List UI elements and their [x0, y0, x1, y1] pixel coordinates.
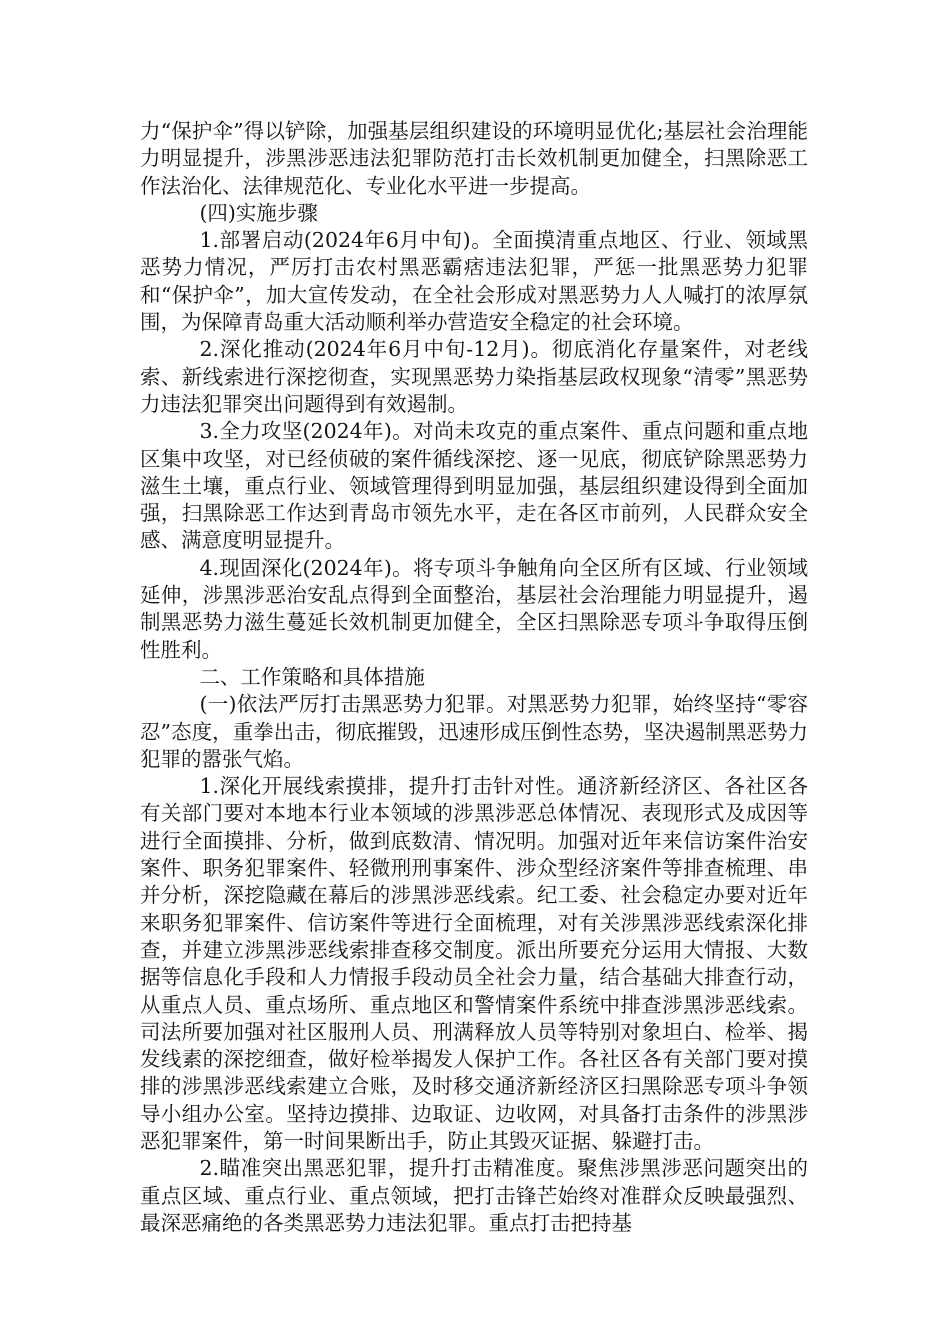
paragraph-step-1: 1.部署启动(2024年6月中旬)。全面摸清重点地区、行业、领域黑恶势力情况，严厉打击农村黑恶霸痞违法犯罪，严惩一批黑恶势力犯罪和“保护伞”，加大宣传发动，在全社会形成对黑恶势力人人喊打的浓厚氛围，为保障青岛重大活动顺利举办营造安全稳定的社会环境。	[140, 228, 808, 335]
paragraph-step-4: 4.现固深化(2024年)。将专项斗争触角向全区所有区域、行业领域延伸，涉黑涉恶治安乱点得到全面整治，基层社会治理能力明显提升，遏制黑恶势力滋生蔓延长效机制更加健全，全区扫黑除恶专项斗争取得压倒性胜利。	[140, 555, 808, 662]
paragraph-step-2: 2.深化推动(2024年6月中旬-12月)。彻底消化存量案件，对老线索、新线索进行深挖彻查，实现黑恶势力染指基层政权现象“清零”黑恶势力违法犯罪突出问题得到有效遏制。	[140, 337, 808, 416]
paragraph-1: 力“保护伞”得以铲除，加强基层组织建设的环境明显优化;基层社会治理能力明显提升，涉黑涉恶违法犯罪防范打击长效机制更加健全，扫黑除恶工作法治化、法律规范化、专业化水平进一步提高。	[140, 119, 808, 198]
section-heading-implementation-steps: (四)实施步骤	[199, 200, 318, 225]
paragraph-measure-2: 2.瞄准突出黑恶犯罪，提升打击精准度。聚焦涉黑涉恶问题突出的重点区域、重点行业、重点领域，把打击锋芒始终对准群众反映最强烈、最深恶痛绝的各类黑恶势力违法犯罪。重点打击把持基	[140, 1156, 808, 1235]
paragraph-measure-1: 1.深化开展线索摸排，提升打击针对性。通济新经济区、各社区各有关部门要对本地本行业本领域的涉黑涉恶总体情况、表现形式及成因等进行全面摸排、分析，做到底数清、情况明。加强对近年来信访案件治安案件、职务犯罪案件、轻微刑刑事案件、涉众型经济案件等排查梳理、串并分析，深挖隐藏在幕后的涉黑涉恶线索。纪工委、社会稳定办要对近年来职务犯罪案件、信访案件等进行全面梳理，对有关涉黑涉恶线索深化排查，并建立涉黑涉恶线索排查移交制度。派出所要充分运用大情报、大数据等信息化手段和人力情报手段动员全社会力量，结合基础大排查行动，从重点人员、重点场所、重点地区和警情案件系统中排查涉黑涉恶线索。司法所要加强对社区服刑人员、刑满释放人员等特别对象坦白、检举、揭发线素的深挖细查，做好检举揭发人保护工作。各社区各有关部门要对摸排的涉黑涉恶线索建立合账，及时移交通济新经济区扫黑除恶专项斗争领导小组办公室。坚持边摸排、边取证、边收网，对具备打击条件的涉黑涉恶犯罪案件，第一时间果断出手，防止其毁灭证据、躲避打击。	[140, 774, 808, 1153]
paragraph-step-3: 3.全力攻坚(2024年)。对尚未攻克的重点案件、重点问题和重点地区集中攻坚，对已经侦破的案件循线深挖、逐一见底，彻底铲除黑恶势力滋生土壤，重点行业、领域管理得到明显加强，基层组织建设得到全面加强，扫黑除恶工作达到青岛市领先水平，走在各区市前列，人民群众安全感、满意度明显提升。	[140, 419, 808, 553]
section-heading-strategy: 二、工作策略和具体措施	[199, 664, 425, 689]
document-body	[140, 118, 808, 1237]
paragraph-subsection-1: (一)依法严厉打击黑恶势力犯罪。对黑恶势力犯罪，始终坚持“零容忍”态度，重拳出击，彻底摧毁，迅速形成压倒性态势，坚决遏制黑恶势力犯罪的嚣张气焰。	[140, 692, 808, 771]
